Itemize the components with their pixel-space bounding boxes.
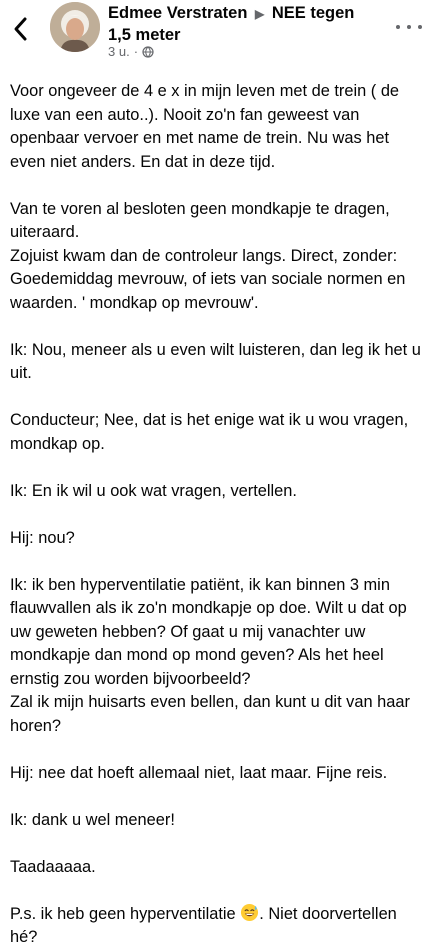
post-paragraph: Ik: ik ben hyperventilatie patiënt, ik kan binnen 3 min flauwvallen als ik zo'n mondkapje op doe. Wilt u dat op uw geweten hebben? Of gaat u mij vanachter uw mondkapje dan mond op mond geven? Als het heel ernstig zou worden bijvoorbeeld? Zal ik mijn huisarts even bellen, dan kunt u dit van haar horen? [10,575,410,735]
post-paragraph-ps [10,903,422,950]
post-body [10,80,422,950]
more-dot-icon [418,25,422,29]
author-line [108,3,378,46]
arrow-right-icon: ▶ [255,7,265,21]
post-paragraph: Hij: nou? [10,528,75,547]
ps-text-end: . Niet doorvertellen hé? [10,904,397,946]
post-paragraph: Hij: nee dat hoeft allemaal niet, laat maar. Fijne reis. [10,763,388,782]
avatar[interactable] [50,2,100,52]
more-options-button[interactable] [396,20,422,34]
post-timestamp[interactable]: 3 u. [108,44,130,59]
post-paragraph: Taadaaaaa. [10,857,96,876]
post-paragraph: Voor ongeveer de 4 e x in mijn leven met de trein ( de luxe van een auto..). Nooit zo'n fan geweest van openbaar vervoer en met name de trein. Nu was het even niet anders. En dat in deze tijd. [10,82,400,171]
meta-separator: · [133,44,139,59]
post-paragraph: Conducteur; Nee, dat is het enige wat ik u wou vragen, mondkap op. [10,411,409,453]
post-paragraph: Ik: Nou, meneer als u even wilt luisteren, dan leg ik het u uit. [10,340,421,382]
ps-text-start: P.s. ik heb geen hyperventilatie [10,904,241,923]
chevron-left-icon [13,16,29,42]
post-meta [108,44,154,59]
group-name[interactable]: NEE tegen 1,5 meter [108,4,355,44]
grinning-sweat-emoji-icon [240,903,259,922]
more-dot-icon [396,25,400,29]
post-paragraph: Van te voren al besloten geen mondkapje te dragen, uiteraard. Zojuist kwam dan de controleur langs. Direct, zonder: Goedemiddag mevrouw, of iets van sociale normen en waarden. ' mondkap op mevrouw'. [10,199,406,312]
more-dot-icon [407,25,411,29]
back-button[interactable] [8,14,34,44]
globe-icon [142,46,154,58]
author-name[interactable]: Edmee Verstraten [108,4,248,22]
post-header [0,0,428,70]
post-paragraph: Ik: En ik wil u ook wat vragen, vertellen. [10,481,297,500]
post-paragraph: Ik: dank u wel meneer! [10,810,175,829]
